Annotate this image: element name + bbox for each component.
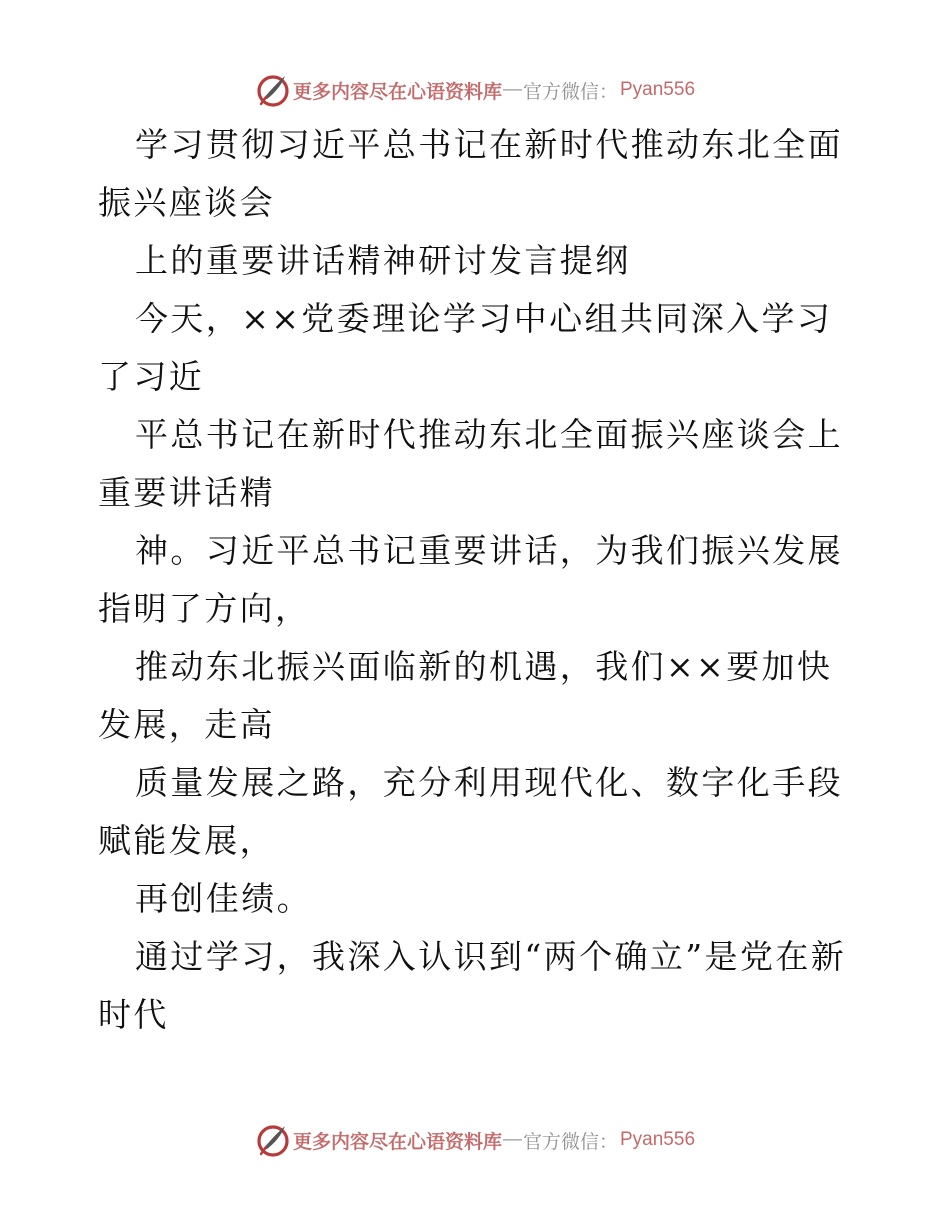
top-watermark-banner	[0, 70, 950, 110]
document-paragraph: 今天，××党委理论学习中心组共同深入学习了习近	[98, 299, 833, 396]
quill-pen-logo-icon	[255, 1122, 291, 1158]
document-body	[98, 116, 858, 1044]
document-paragraph: 通过学习，我深入认识到“两个确立”是党在新时代	[98, 937, 847, 1034]
bottom-watermark-banner	[0, 1120, 950, 1160]
watermark-separator: —	[502, 79, 522, 100]
watermark-official-label: 官方微信：	[522, 1130, 618, 1153]
watermark-main-text: 更多内容尽在心语资料库	[292, 1130, 502, 1153]
watermark-account-id: Pyan556	[620, 1129, 696, 1150]
watermark-account-id: Pyan556	[620, 79, 696, 100]
document-paragraph: 再创佳绩。	[135, 879, 312, 918]
document-paragraph: 神。习近平总书记重要讲话，为我们振兴发展指明了方向，	[98, 531, 843, 628]
watermark-main-text: 更多内容尽在心语资料库	[292, 80, 502, 103]
watermark-separator: —	[502, 1129, 522, 1150]
document-title-line-2: 上的重要讲话精神研讨发言提纲	[135, 241, 631, 280]
document-title-line-1: 学习贯彻习近平总书记在新时代推动东北全面振兴座谈会	[98, 125, 843, 222]
document-paragraph: 平总书记在新时代推动东北全面振兴座谈会上重要讲话精	[98, 415, 843, 512]
quill-pen-logo-icon	[255, 72, 291, 108]
document-paragraph: 质量发展之路，充分利用现代化、数字化手段赋能发展，	[98, 763, 843, 860]
document-paragraph: 推动东北振兴面临新的机遇，我们××要加快发展，走高	[98, 647, 833, 744]
watermark-official-label: 官方微信：	[522, 80, 618, 103]
